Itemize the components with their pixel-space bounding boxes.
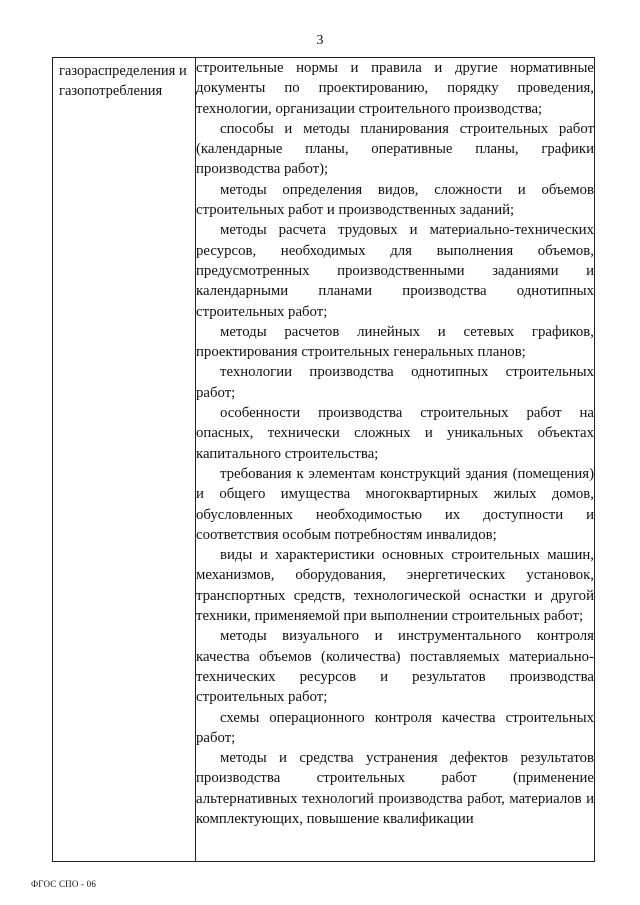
list-item: технологии производства однотипных строительных работ; bbox=[196, 364, 594, 401]
field-name: газораспределения и газопотребления bbox=[59, 63, 187, 99]
list-item: методы визуального и инструментального контроля качества объемов (количества) поставляемых материально-технических ресурсов и результатов производства строительных работ; bbox=[196, 628, 594, 706]
right-cell bbox=[196, 58, 595, 862]
list-item: требования к элементам конструкций здания (помещения) и общего имущества многоквартирных жилых домов, обусловленных необходимостью их доступности и соответствия особым потребностям инвалидов; bbox=[196, 465, 594, 543]
list-item: особенности производства строительных работ на опасных, технически сложных и уникальных объектах капитального строительства; bbox=[196, 405, 594, 462]
table-row bbox=[53, 58, 595, 862]
list-item: методы и средства устранения дефектов результатов производства строительных работ (применение альтернативных технологий производства работ, материалов и комплектующих, повышение квалификации bbox=[196, 750, 594, 827]
list-item: методы расчетов линейных и сетевых графиков, проектирования строительных генеральных планов; bbox=[196, 323, 594, 361]
list-item: способы и методы планирования строительных работ (календарные планы, оперативные планы, графики производства работ); bbox=[196, 120, 594, 178]
list-item: строительные нормы и правила и другие нормативные документы по проектированию, порядку проведения, технологии, организации строительного производства; bbox=[196, 60, 594, 117]
page-number: 3 bbox=[316, 33, 324, 48]
list-item: методы определения видов, сложности и объемов строительных работ и производственных заданий; bbox=[196, 181, 594, 219]
left-cell bbox=[53, 58, 196, 862]
list-item: схемы операционного контроля качества строительных работ; bbox=[196, 709, 594, 746]
document-code: ФГОС СПО - 06 bbox=[31, 879, 97, 889]
list-item: виды и характеристики основных строительных машин, механизмов, оборудования, энергетических установок, транспортных средств, технологической оснастки и другой техники, применяемой при выполнении строительных работ; bbox=[196, 547, 594, 625]
standards-table bbox=[52, 57, 595, 862]
list-item: методы расчета трудовых и материально-технических ресурсов, необходимых для выполнения объемов, предусмотренных производственными заданиями и календарными планами производства однотипных строительных работ; bbox=[196, 222, 594, 320]
